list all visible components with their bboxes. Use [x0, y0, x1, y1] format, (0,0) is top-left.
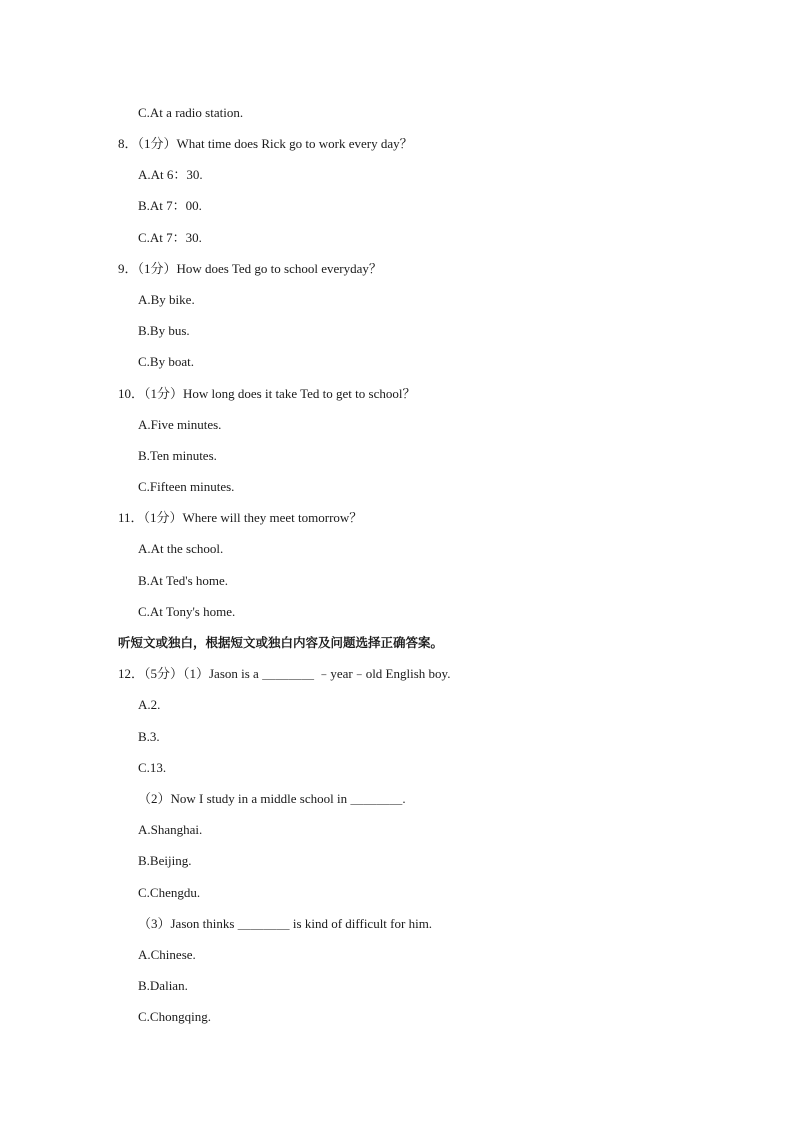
- option-c-q9: C.By boat.: [138, 354, 194, 369]
- option-c-q11: C.At Tony's home.: [138, 604, 236, 619]
- option-c-q12-3: C.Chongqing.: [138, 1009, 211, 1024]
- option-a-q12-2: A.Shanghai.: [138, 822, 203, 837]
- sub-question-12-3: （3）Jason thinks ＿＿＿＿ is kind of difficult for him.: [138, 916, 433, 931]
- option-c-q7: C.At a radio station.: [138, 105, 244, 120]
- option-c-q12-1: C.13.: [138, 760, 167, 775]
- option-c-q10: C.Fifteen minutes.: [138, 479, 235, 494]
- question-10: 10．（1分）How long does it take Ted to get to school？: [118, 386, 416, 401]
- option-b-q12-3: B.Dalian.: [138, 978, 188, 993]
- sub-question-12-2: （2）Now I study in a middle school in ＿＿＿＿.: [138, 791, 406, 806]
- option-b-q9: B.By bus.: [138, 323, 190, 338]
- option-b-q11: B.At Ted's home.: [138, 573, 229, 588]
- question-11: 11．（1分）Where will they meet tomorrow？: [118, 510, 363, 525]
- option-b-q8: B.At 7：00.: [138, 198, 202, 213]
- section-heading: 听短文或独白，根据短文或独白内容及问题选择正确答案。: [118, 635, 444, 650]
- option-b-q12-2: B.Beijing.: [138, 853, 192, 868]
- option-a-q9: A.By bike.: [138, 292, 195, 307]
- question-9: 9．（1分）How does Ted go to school everyday？: [118, 261, 382, 276]
- option-a-q12-3: A.Chinese.: [138, 947, 196, 962]
- option-a-q11: A.At the school.: [138, 541, 224, 556]
- option-c-q12-2: C.Chengdu.: [138, 885, 201, 900]
- option-a-q12-1: A.2.: [138, 697, 161, 712]
- option-a-q8: A.At 6：30.: [138, 167, 203, 182]
- option-b-q10: B.Ten minutes.: [138, 448, 217, 463]
- question-12: 12．（5分）（1）Jason is a ＿＿＿＿ ﹣year﹣old English boy.: [118, 666, 451, 681]
- option-b-q12-1: B.3.: [138, 729, 160, 744]
- question-8: 8．（1分）What time does Rick go to work every day？: [118, 136, 413, 151]
- option-c-q8: C.At 7：30.: [138, 230, 202, 245]
- option-a-q10: A.Five minutes.: [138, 417, 222, 432]
